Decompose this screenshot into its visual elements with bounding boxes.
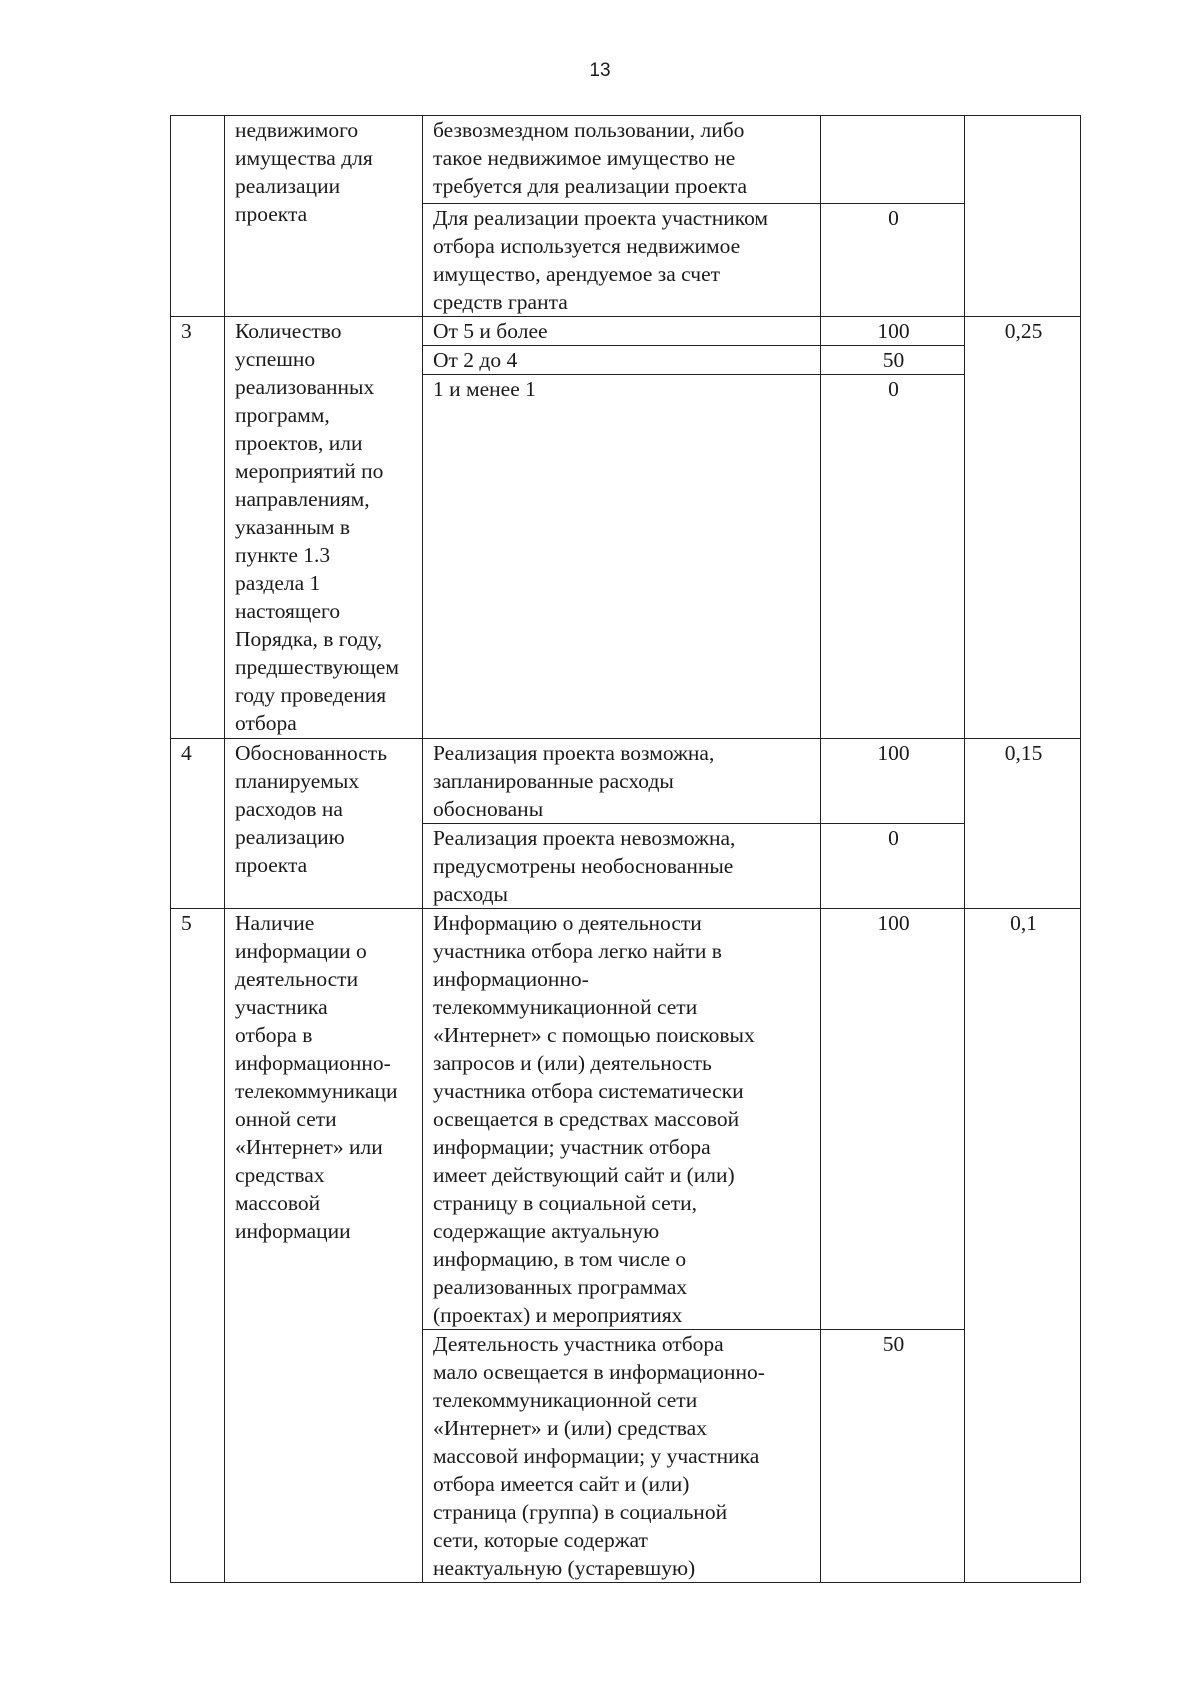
table-row [171, 739, 1081, 824]
option-text: Информацию о деятельности участника отбора легко найти в информационно- телекоммуникационной сети «Интернет» с помощью поисковых запросов и (или) деятельность участника отбора систематически освещается в средствах массовой информации; участник отбора имеет действующий сайт и (или) страницу в социальной сети, содержащие актуальную информацию, в том числе о реализованных программах (проектах) и мероприятиях [423, 909, 821, 1330]
option-text: Реализация проекта возможна, запланированные расходы обоснованы [423, 739, 821, 824]
row-number: 5 [171, 909, 225, 1583]
row-number [171, 116, 225, 317]
criterion-weight [965, 116, 1081, 317]
row-number: 4 [171, 739, 225, 909]
option-text: От 5 и более [423, 317, 821, 346]
option-text: Деятельность участника отбора мало освещается в информационно- телекоммуникационной сети «Интернет» и (или) средствах массовой информации; у участника отбора имеется сайт и (или) страница (группа) в социальной сети, которые содержат неактуальную (устаревшую) [423, 1330, 821, 1583]
table-row [171, 909, 1081, 1330]
option-score: 100 [821, 909, 965, 1330]
option-text: От 2 до 4 [423, 346, 821, 375]
criterion-weight: 0,25 [965, 317, 1081, 739]
criterion-name: Количество успешно реализованных программ, проектов, или мероприятий по направлениям, указанным в пункте 1.3 раздела 1 настоящего Порядка, в году, предшествующем году проведения отбора [225, 317, 423, 739]
criterion-name: Наличие информации о деятельности участника отбора в информационно- телекоммуникаци онной сети «Интернет» или средствах массовой информации [225, 909, 423, 1583]
row-number: 3 [171, 317, 225, 739]
table-row [171, 116, 1081, 204]
option-score: 100 [821, 317, 965, 346]
option-text: безвозмездном пользовании, либо такое недвижимое имущество не требуется для реализации проекта [423, 116, 821, 204]
option-score: 0 [821, 204, 965, 317]
criterion-name: Обоснованность планируемых расходов на реализацию проекта [225, 739, 423, 909]
criteria-table [170, 115, 1081, 1583]
option-text: 1 и менее 1 [423, 375, 821, 739]
option-score: 100 [821, 739, 965, 824]
option-score: 50 [821, 1330, 965, 1583]
table-row [171, 317, 1081, 346]
option-text: Реализация проекта невозможна, предусмотрены необоснованные расходы [423, 824, 821, 909]
criterion-name: недвижимого имущества для реализации проекта [225, 116, 423, 317]
option-text: Для реализации проекта участником отбора используется недвижимое имущество, арендуемое за счет средств гранта [423, 204, 821, 317]
option-score [821, 116, 965, 204]
option-score: 0 [821, 375, 965, 739]
criterion-weight: 0,15 [965, 739, 1081, 909]
page-number: 13 [589, 60, 611, 81]
option-score: 50 [821, 346, 965, 375]
criterion-weight: 0,1 [965, 909, 1081, 1583]
option-score: 0 [821, 824, 965, 909]
